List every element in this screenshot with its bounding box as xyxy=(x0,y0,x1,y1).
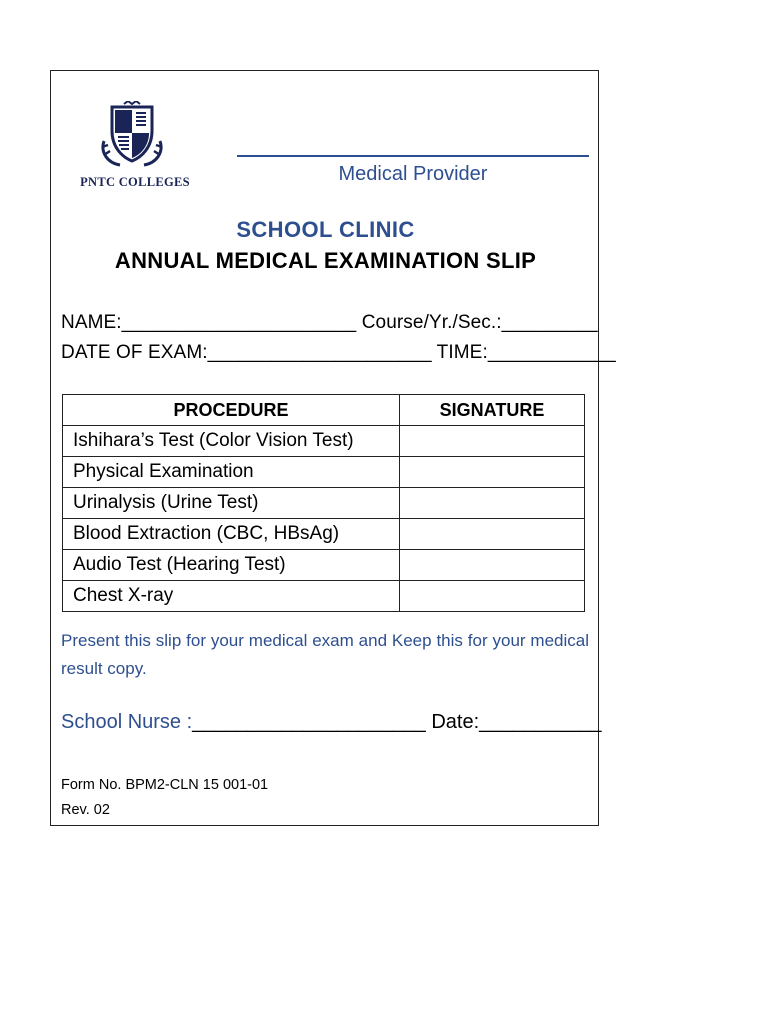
school-crest-logo xyxy=(98,101,166,167)
procedure-cell: Urinalysis (Urine Test) xyxy=(63,488,400,519)
college-name: PNTC COLLEGES xyxy=(80,175,190,189)
procedure-table xyxy=(62,394,585,612)
procedure-cell: Chest X-ray xyxy=(63,581,400,612)
table-row xyxy=(63,426,585,457)
signature-header: SIGNATURE xyxy=(400,395,585,426)
table-row xyxy=(63,457,585,488)
procedure-cell: Ishihara’s Test (Color Vision Test) xyxy=(63,426,400,457)
signature-cell xyxy=(400,581,585,612)
table-row xyxy=(63,550,585,581)
table-row xyxy=(63,581,585,612)
nurse-date-label: Date: xyxy=(425,711,480,733)
medical-exam-slip xyxy=(50,70,616,826)
table-row xyxy=(63,519,585,550)
nurse-signature-blank: _____________________ xyxy=(192,711,426,733)
form-info xyxy=(61,773,268,823)
procedure-cell: Blood Extraction (CBC, HBsAg) xyxy=(63,519,400,550)
signature-cell xyxy=(400,457,585,488)
procedure-header: PROCEDURE xyxy=(63,395,400,426)
clinic-heading: SCHOOL CLINIC xyxy=(236,217,415,242)
slip-title: ANNUAL MEDICAL EXAMINATION SLIP xyxy=(114,248,537,273)
table-header-row xyxy=(63,395,585,426)
date-time-field: DATE OF EXAM:_____________________ TIME:____________ xyxy=(61,342,616,363)
signature-cell xyxy=(400,488,585,519)
procedure-cell: Audio Test (Hearing Test) xyxy=(63,550,400,581)
nurse-label: School Nurse : xyxy=(61,711,193,733)
signature-cell xyxy=(400,426,585,457)
name-course-field: NAME:______________________ Course/Yr./Sec.:_________ xyxy=(61,312,598,333)
signature-cell xyxy=(400,550,585,581)
school-nurse-field xyxy=(61,711,601,734)
form-number: Form No. BPM2-CLN 15 001-01 xyxy=(61,777,269,793)
procedure-cell: Physical Examination xyxy=(63,457,400,488)
nurse-date-blank: ___________ xyxy=(479,711,602,733)
signature-cell xyxy=(400,519,585,550)
table-row xyxy=(63,488,585,519)
revision-number: Rev. 02 xyxy=(61,802,110,818)
instruction-note: Present this slip for your medical exam and Keep this for your medical result copy. xyxy=(61,631,589,678)
provider-signature-line xyxy=(237,155,589,157)
medical-provider-label: Medical Provider xyxy=(338,163,488,185)
